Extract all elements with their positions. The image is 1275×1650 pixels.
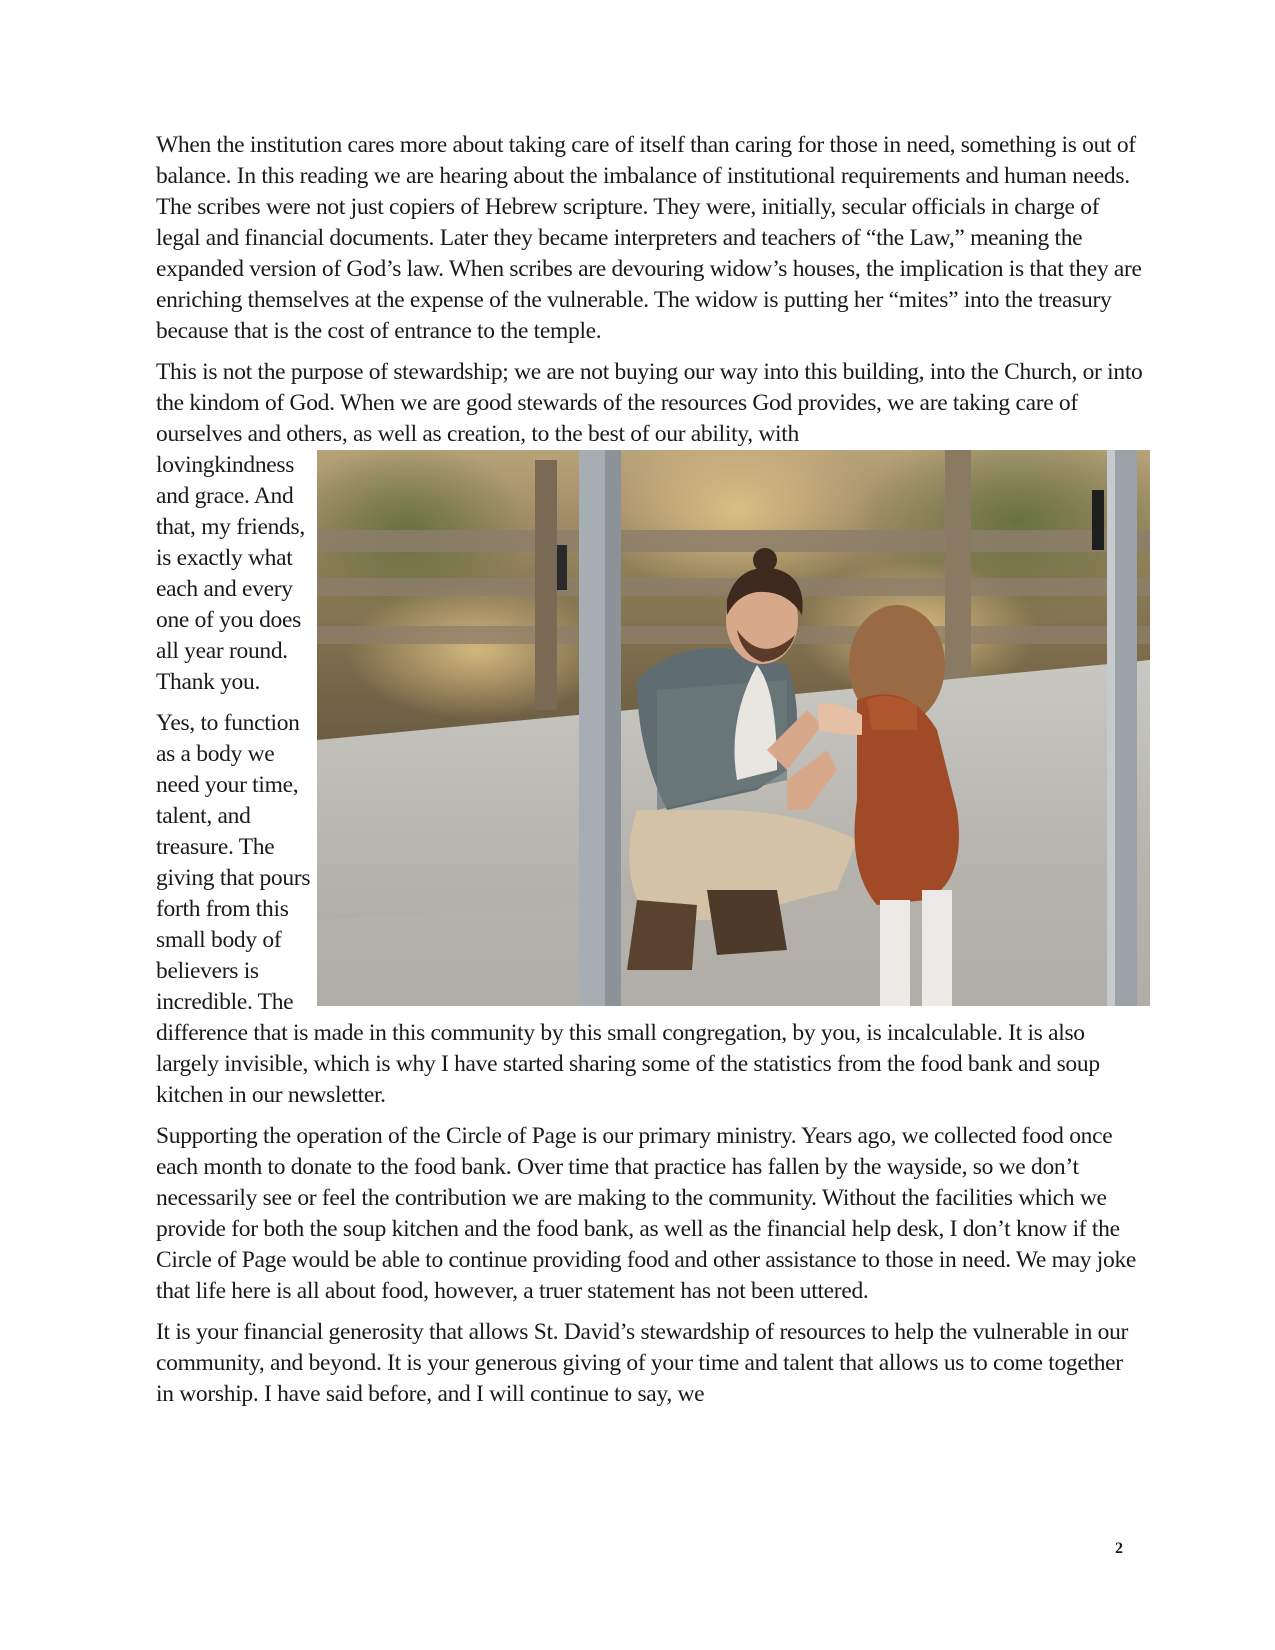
- document-page: [156, 130, 1144, 1420]
- photo-image: [317, 450, 1150, 1006]
- paragraph-6: It is your financial generosity that allows St. David’s stewardship of resources to help the vulnerable in our community, and beyond. It is your generous giving of your time and talent that allows us to come together in worship. I have said before, and I will continue to say, we: [156, 1319, 1129, 1407]
- paragraph-2: This is not the purpose of stewardship; we are not buying our way into this building, into the Church, or into the kindom of God. When we are good stewards of the resources God provides, we are taking care of ourselves and others, as well as creation, to the best of our ability, with: [156, 359, 1143, 447]
- photo-man-child-high-five: [317, 450, 1150, 1006]
- paragraph-1: When the institution cares more about taking care of itself than caring for those in need, something is out of balance. In this reading we are hearing about the imbalance of institutional requirements and human needs. The scribes were not just copiers of Hebrew scripture. They were, initially, secular officials in charge of legal and financial documents. Later they became interpreters and teachers of “the Law,” meaning the expanded version of God’s law. When scribes are devouring widow’s houses, the implication is that they are enriching themselves at the expense of the vulnerable. The widow is putting her “mites” into the treasury because that is the cost of entrance to the temple.: [156, 132, 1142, 344]
- paragraph-5: Supporting the operation of the Circle of Page is our primary ministry. Years ago, we collected food once each month to donate to the food bank. Over time that practice has fallen by the wayside, so we don’t necessarily see or feel the contribution we are making to the community. Without the facilities which we provide for both the soup kitchen and the food bank, as well as the financial help desk, I don’t know if the Circle of Page would be able to continue providing food and other assistance to those in need. We may joke that life here is all about food, however, a truer statement has not been uttered.: [156, 1123, 1137, 1304]
- paragraph-4: Yes, to function as a body we need your time, talent, and treasure. The giving that pours forth from this small body of believers is incredible. The difference that is made in this community by this small congregation, by you, is incalculable. It is also largely invisible, which is why I have started sharing some of the statistics from the food bank and soup kitchen in our newsletter.: [156, 710, 1100, 1108]
- paragraph-3: lovingkindness and grace. And that, my friends, is exactly what each and every one of you does all year round. Thank you.: [156, 452, 305, 695]
- page-number: 2: [1115, 1540, 1123, 1557]
